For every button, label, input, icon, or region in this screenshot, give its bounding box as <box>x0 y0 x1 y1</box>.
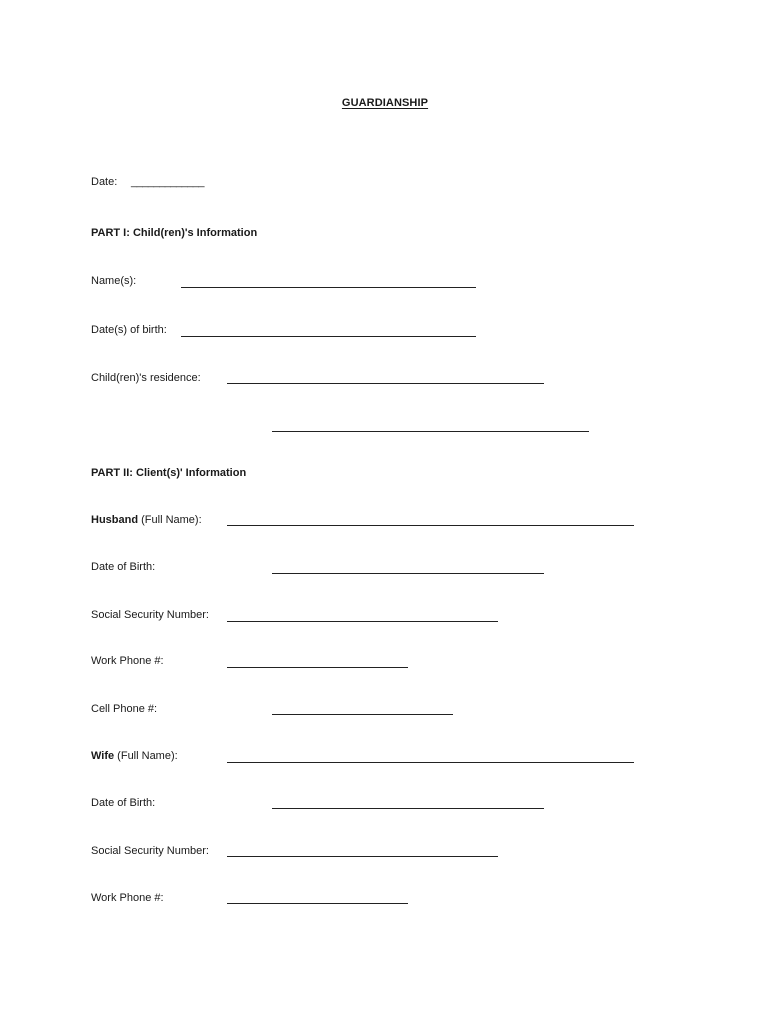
wife-rest-text: (Full Name): <box>114 750 178 762</box>
wife-ssn-field[interactable] <box>227 856 498 857</box>
husband-cell-phone-field[interactable] <box>272 714 453 715</box>
husband-ssn-field[interactable] <box>227 621 498 622</box>
residence-label: Child(ren)'s residence: <box>91 372 201 384</box>
names-label: Name(s): <box>91 275 137 287</box>
wife-work-phone-field[interactable] <box>227 903 408 904</box>
husband-dob-label: Date of Birth: <box>91 561 156 573</box>
husband-name-field[interactable] <box>227 525 634 526</box>
wife-work-phone-label: Work Phone #: <box>91 892 164 904</box>
residence-field-line1[interactable] <box>227 383 544 384</box>
part1-heading: PART I: Child(ren)'s Information <box>91 227 258 239</box>
dob-children-field[interactable] <box>181 336 476 337</box>
form-title-text: GUARDIANSHIP <box>341 97 429 109</box>
form-title <box>0 97 770 109</box>
husband-work-phone-field[interactable] <box>227 667 408 668</box>
wife-dob-field[interactable] <box>272 808 544 809</box>
date-field[interactable]: _____________ <box>131 176 205 188</box>
husband-cell-phone-label: Cell Phone #: <box>91 703 158 715</box>
wife-dob-label: Date of Birth: <box>91 797 156 809</box>
residence-field-line2[interactable] <box>272 431 589 432</box>
wife-name-field[interactable] <box>227 762 634 763</box>
husband-name-label <box>91 514 202 526</box>
husband-dob-field[interactable] <box>272 573 544 574</box>
wife-name-label <box>91 750 178 762</box>
wife-ssn-label: Social Security Number: <box>91 845 209 857</box>
husband-work-phone-label: Work Phone #: <box>91 655 164 667</box>
husband-bold-text: Husband <box>91 514 139 526</box>
part2-heading: PART II: Client(s)' Information <box>91 467 247 479</box>
husband-rest-text: (Full Name): <box>138 514 202 526</box>
wife-bold-text: Wife <box>91 750 115 762</box>
date-label: Date: <box>91 176 118 188</box>
husband-ssn-label: Social Security Number: <box>91 609 209 621</box>
names-field[interactable] <box>181 287 476 288</box>
dob-children-label: Date(s) of birth: <box>91 324 167 336</box>
